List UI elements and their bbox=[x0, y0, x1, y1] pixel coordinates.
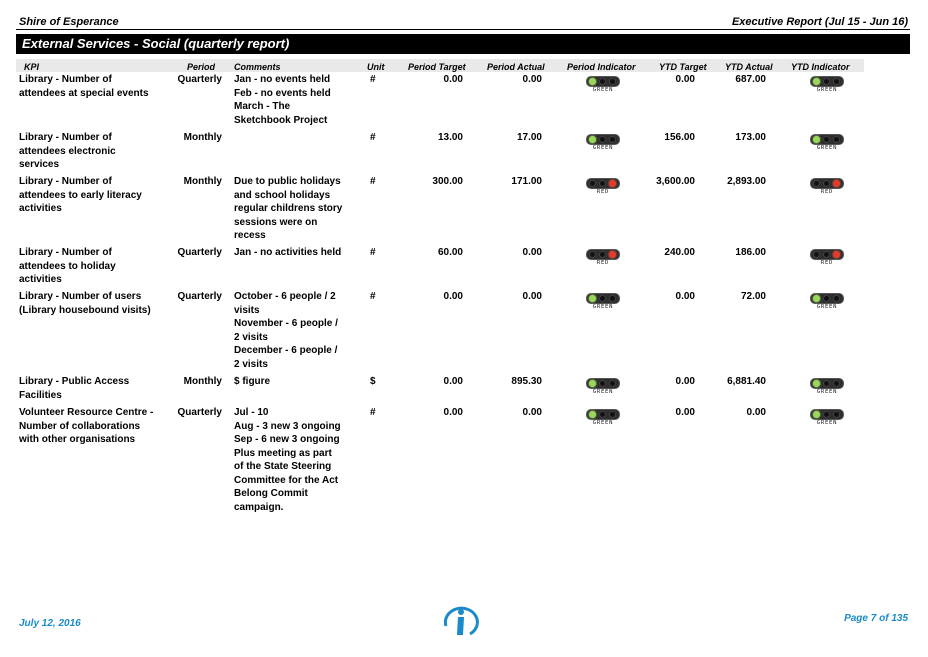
organisation-name: Shire of Esperance bbox=[19, 16, 119, 28]
traffic-light-lamp bbox=[823, 295, 830, 302]
kpi-comments: Due to public holidays and school holidays regular childrens story sessions were on recess bbox=[234, 176, 343, 241]
ytd-indicator-light bbox=[810, 378, 844, 395]
kpi-period: Quarterly bbox=[177, 291, 222, 302]
col-ytd-indicator: YTD Indicator bbox=[791, 62, 850, 72]
kpi-name: Library - Number of attendees electronic services bbox=[19, 132, 116, 170]
traffic-light-label: GREEN bbox=[816, 304, 838, 310]
traffic-light-lamp bbox=[609, 78, 616, 85]
kpi-comments: Jan - no activities held bbox=[234, 247, 342, 258]
kpi-ytd-actual: 173.00 bbox=[735, 132, 766, 143]
period-indicator-light bbox=[586, 134, 620, 151]
kpi-ytd-actual: 72.00 bbox=[740, 291, 766, 302]
ytd-indicator-light bbox=[810, 76, 844, 93]
info-i-logo-icon bbox=[440, 604, 480, 638]
col-period-actual: Period Actual bbox=[487, 62, 545, 72]
traffic-light-lamp bbox=[823, 411, 830, 418]
kpi-ytd-actual: 6,881.40 bbox=[727, 376, 766, 387]
period-indicator-light bbox=[586, 76, 620, 93]
kpi-period-actual: 171.00 bbox=[511, 176, 542, 187]
kpi-period: Quarterly bbox=[177, 247, 222, 258]
ytd-indicator-light bbox=[810, 249, 844, 266]
col-ytd-target: YTD Target bbox=[659, 62, 707, 72]
period-indicator-light bbox=[586, 178, 620, 195]
kpi-period: Monthly bbox=[183, 132, 222, 143]
kpi-comments: Jul - 10 Aug - 3 new 3 ongoing Sep - 6 new 3 ongoing Plus meeting as part of the State Steering Committee for the Act Belong Commit campaign. bbox=[234, 407, 341, 513]
traffic-light-lamp bbox=[833, 180, 840, 187]
traffic-light-label: GREEN bbox=[816, 420, 838, 426]
footer-date: July 12, 2016 bbox=[19, 618, 81, 629]
traffic-light-label: RED bbox=[820, 260, 834, 266]
traffic-light-lamp bbox=[609, 411, 616, 418]
traffic-light-lamp bbox=[823, 78, 830, 85]
traffic-light-lamp bbox=[589, 78, 596, 85]
traffic-light-lamp bbox=[599, 251, 606, 258]
traffic-light-label: GREEN bbox=[592, 87, 614, 93]
ytd-indicator-light bbox=[810, 178, 844, 195]
col-period-indicator: Period Indicator bbox=[567, 62, 636, 72]
traffic-light-lamp bbox=[813, 380, 820, 387]
period-indicator-light bbox=[586, 293, 620, 310]
traffic-light-label: GREEN bbox=[592, 304, 614, 310]
traffic-light-lamp bbox=[609, 380, 616, 387]
traffic-light-lamp bbox=[833, 380, 840, 387]
kpi-ytd-actual: 2,893.00 bbox=[727, 176, 766, 187]
traffic-light-lamp bbox=[599, 180, 606, 187]
footer-page-number: Page 7 of 135 bbox=[844, 613, 908, 624]
traffic-light-label: RED bbox=[820, 189, 834, 195]
kpi-period: Monthly bbox=[183, 376, 222, 387]
kpi-name: Volunteer Resource Centre - Number of collaborations with other organisations bbox=[19, 407, 154, 445]
kpi-unit: # bbox=[370, 176, 376, 187]
col-unit: Unit bbox=[367, 62, 385, 72]
traffic-light-label: GREEN bbox=[592, 389, 614, 395]
kpi-ytd-target: 3,600.00 bbox=[656, 176, 695, 187]
traffic-light-lamp bbox=[823, 136, 830, 143]
traffic-light-label: GREEN bbox=[592, 145, 614, 151]
kpi-name: Library - Public Access Facilities bbox=[19, 376, 130, 401]
traffic-light-label: RED bbox=[596, 260, 610, 266]
traffic-light-lamp bbox=[823, 180, 830, 187]
traffic-light-lamp bbox=[599, 295, 606, 302]
traffic-light-lamp bbox=[599, 411, 606, 418]
kpi-unit: # bbox=[370, 407, 376, 418]
traffic-light-lamp bbox=[609, 136, 616, 143]
traffic-light-lamp bbox=[833, 295, 840, 302]
traffic-light-lamp bbox=[609, 295, 616, 302]
traffic-light-lamp bbox=[599, 78, 606, 85]
kpi-ytd-actual: 687.00 bbox=[735, 74, 766, 85]
kpi-unit: # bbox=[370, 247, 376, 258]
kpi-period-actual: 895.30 bbox=[511, 376, 542, 387]
traffic-light-lamp bbox=[589, 136, 596, 143]
kpi-name: Library - Number of users (Library housebound visits) bbox=[19, 291, 151, 316]
traffic-light-lamp bbox=[813, 136, 820, 143]
traffic-light-label: GREEN bbox=[816, 87, 838, 93]
kpi-period-target: 0.00 bbox=[443, 407, 463, 418]
traffic-light-label: GREEN bbox=[592, 420, 614, 426]
kpi-name: Library - Number of attendees to holiday activities bbox=[19, 247, 116, 285]
kpi-unit: # bbox=[370, 132, 376, 143]
traffic-light-lamp bbox=[833, 78, 840, 85]
kpi-period-target: 0.00 bbox=[443, 376, 463, 387]
kpi-name: Library - Number of attendees to early literacy activities bbox=[19, 176, 142, 214]
kpi-period-target: 60.00 bbox=[437, 247, 463, 258]
period-indicator-light bbox=[586, 378, 620, 395]
traffic-light-lamp bbox=[823, 251, 830, 258]
col-period-target: Period Target bbox=[408, 62, 466, 72]
traffic-light-lamp bbox=[823, 380, 830, 387]
kpi-period-target: 13.00 bbox=[437, 132, 463, 143]
traffic-light-lamp bbox=[589, 251, 596, 258]
traffic-light-lamp bbox=[589, 380, 596, 387]
kpi-period: Quarterly bbox=[177, 74, 222, 85]
kpi-comments: $ figure bbox=[234, 376, 271, 387]
kpi-period-actual: 0.00 bbox=[522, 247, 542, 258]
col-period: Period bbox=[187, 62, 216, 72]
ytd-indicator-light bbox=[810, 409, 844, 426]
traffic-light-lamp bbox=[609, 180, 616, 187]
kpi-period-target: 300.00 bbox=[432, 176, 463, 187]
traffic-light-lamp bbox=[609, 251, 616, 258]
kpi-unit: # bbox=[370, 74, 376, 85]
kpi-ytd-target: 156.00 bbox=[664, 132, 695, 143]
traffic-light-lamp bbox=[813, 78, 820, 85]
traffic-light-lamp bbox=[833, 411, 840, 418]
kpi-comments: Jan - no events held Feb - no events held March - The Sketchbook Project bbox=[234, 74, 331, 126]
traffic-light-lamp bbox=[813, 411, 820, 418]
kpi-unit: # bbox=[370, 291, 376, 302]
kpi-unit: $ bbox=[370, 376, 376, 387]
kpi-period-actual: 17.00 bbox=[516, 132, 542, 143]
kpi-period: Quarterly bbox=[177, 407, 222, 418]
kpi-ytd-target: 0.00 bbox=[675, 376, 695, 387]
col-ytd-actual: YTD Actual bbox=[725, 62, 773, 72]
traffic-light-lamp bbox=[599, 380, 606, 387]
traffic-light-lamp bbox=[813, 295, 820, 302]
traffic-light-lamp bbox=[589, 295, 596, 302]
kpi-period-actual: 0.00 bbox=[522, 291, 542, 302]
col-comments: Comments bbox=[234, 62, 281, 72]
traffic-light-lamp bbox=[589, 411, 596, 418]
header-rule bbox=[16, 29, 910, 30]
kpi-ytd-target: 240.00 bbox=[664, 247, 695, 258]
period-indicator-light bbox=[586, 249, 620, 266]
traffic-light-lamp bbox=[599, 136, 606, 143]
kpi-period-actual: 0.00 bbox=[522, 74, 542, 85]
traffic-light-lamp bbox=[833, 251, 840, 258]
kpi-name: Library - Number of attendees at special events bbox=[19, 74, 149, 99]
period-indicator-light bbox=[586, 409, 620, 426]
kpi-ytd-target: 0.00 bbox=[675, 74, 695, 85]
traffic-light-label: GREEN bbox=[816, 389, 838, 395]
kpi-period-target: 0.00 bbox=[443, 74, 463, 85]
ytd-indicator-light bbox=[810, 134, 844, 151]
traffic-light-lamp bbox=[833, 136, 840, 143]
kpi-ytd-target: 0.00 bbox=[675, 407, 695, 418]
col-kpi: KPI bbox=[24, 62, 40, 72]
section-title: External Services - Social (quarterly report) bbox=[16, 34, 910, 54]
kpi-ytd-actual: 0.00 bbox=[746, 407, 766, 418]
traffic-light-label: RED bbox=[596, 189, 610, 195]
traffic-light-lamp bbox=[813, 251, 820, 258]
kpi-period-actual: 0.00 bbox=[522, 407, 542, 418]
kpi-ytd-actual: 186.00 bbox=[735, 247, 766, 258]
kpi-period: Monthly bbox=[183, 176, 222, 187]
traffic-light-label: GREEN bbox=[816, 145, 838, 151]
traffic-light-lamp bbox=[813, 180, 820, 187]
ytd-indicator-light bbox=[810, 293, 844, 310]
kpi-comments: October - 6 people / 2 visits November - 6 people / 2 visits December - 6 people / 2 visits bbox=[234, 291, 338, 370]
traffic-light-lamp bbox=[589, 180, 596, 187]
report-title: Executive Report (Jul 15 - Jun 16) bbox=[731, 16, 908, 28]
kpi-ytd-target: 0.00 bbox=[675, 291, 695, 302]
kpi-period-target: 0.00 bbox=[443, 291, 463, 302]
